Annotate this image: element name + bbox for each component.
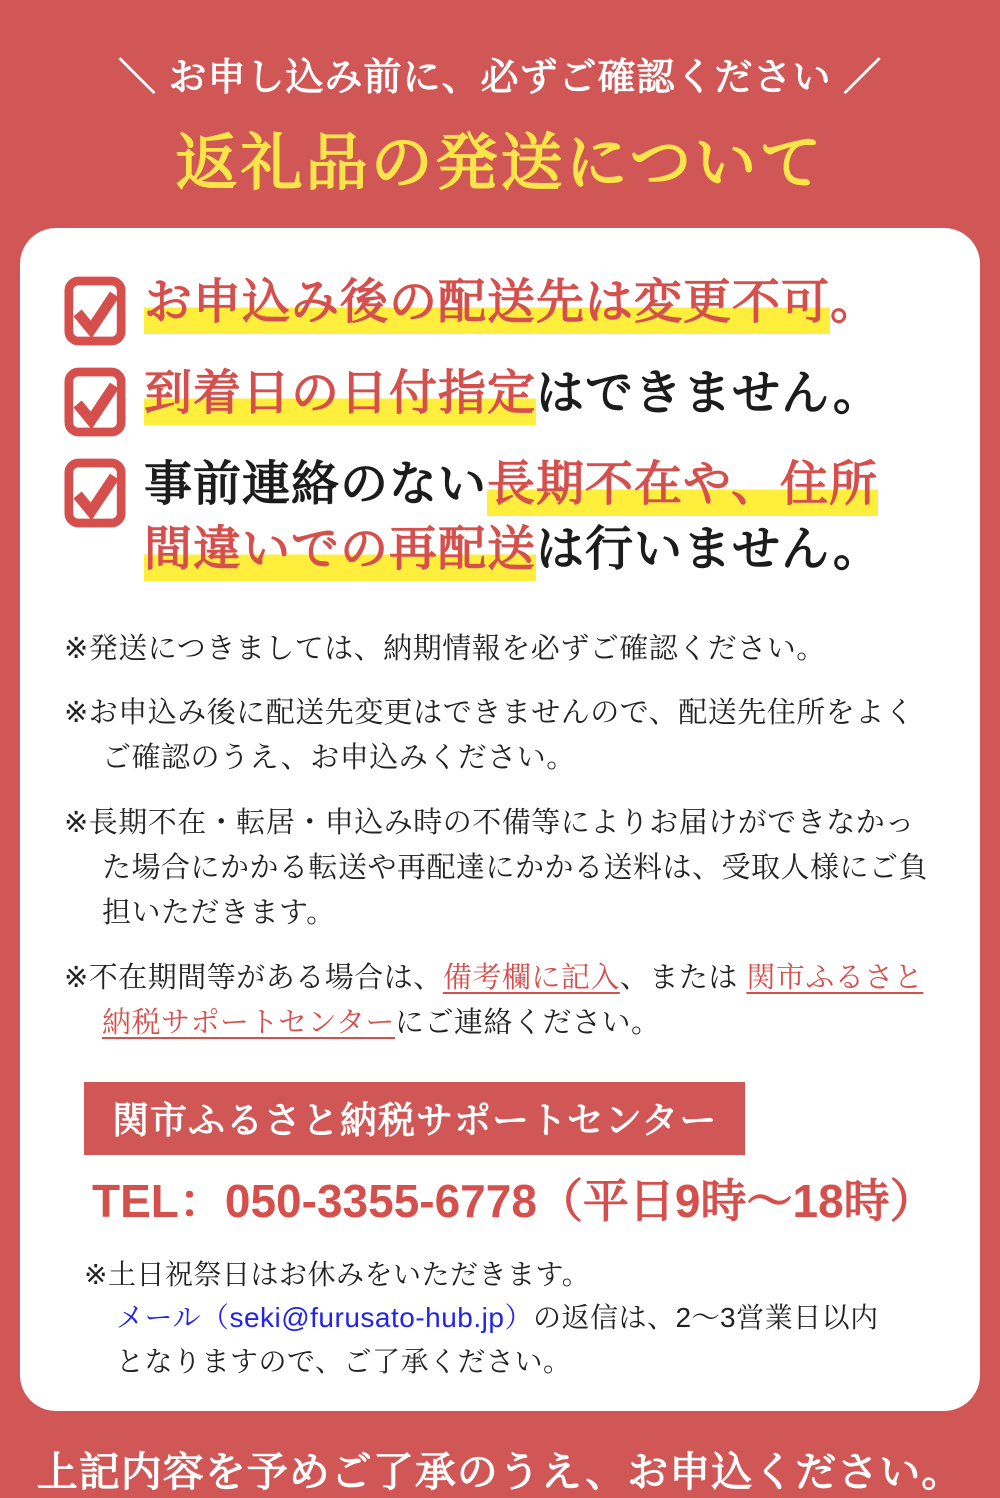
checked-checkbox-icon xyxy=(64,367,126,437)
support-center-link[interactable]: 関市ふるさと納税サポートセンター xyxy=(102,962,924,1040)
highlighted-text: お申込み後の配送先は変更不可 xyxy=(144,276,830,334)
checklist xyxy=(64,270,938,583)
support-notes xyxy=(84,1253,938,1383)
note-text: 、または xyxy=(619,962,747,995)
highlighted-text: 長期不在や、住所 xyxy=(487,458,878,516)
note-shipping-schedule: ※発送につきましては、納期情報を必ずご確認ください。 xyxy=(64,632,826,665)
page-title: 返礼品の発送について xyxy=(175,129,825,198)
check-item-text xyxy=(144,452,882,583)
plain-text: はできません。 xyxy=(536,367,882,420)
note-text: ※不在期間等がある場合は、 xyxy=(64,962,443,995)
notes-section xyxy=(64,627,938,1047)
check-item-text xyxy=(144,270,879,335)
plain-text: は行いません。 xyxy=(536,523,882,577)
mail-note-text: となりますので、ご了承ください。 xyxy=(116,1345,572,1377)
support-phone-number: TEL：050-3355-6778（平日9時～18時） xyxy=(92,1175,936,1228)
note-address-change: ※お申込み後に配送先変更はできませんので、配送先住所をよくご確認のうえ、お申込みください。 xyxy=(64,697,915,775)
pre-title: ＼ お申し込み前に、必ずご確認ください ／ xyxy=(117,57,883,99)
period: 。 xyxy=(830,276,880,329)
checked-checkbox-icon xyxy=(64,276,126,346)
list-item xyxy=(64,361,938,437)
holiday-note: ※土日祝祭日はお休みをいただきます。 xyxy=(84,1259,591,1291)
support-center-banner: 関市ふるさと納税サポートセンター xyxy=(84,1082,745,1155)
remarks-field-link[interactable]: 備考欄に記入 xyxy=(442,962,620,995)
check-item-text xyxy=(144,361,882,426)
note-text: にご連絡ください。 xyxy=(394,1007,661,1040)
highlighted-text: 到着日の日付指定 xyxy=(144,367,536,425)
highlighted-text: 間違いでの再配送 xyxy=(144,523,536,581)
email-link[interactable]: メール（seki@furusato-hub.jp） xyxy=(116,1302,533,1334)
note-absence-period xyxy=(64,956,938,1046)
mail-note-text: の返信は、2～3営業日以内 xyxy=(532,1302,879,1334)
list-item xyxy=(64,270,938,346)
note-redelivery-cost: ※長期不在・転居・申込み時の不備等によりお届けができなかった場合にかかる転送や再配達にかかる送料は、受取人様にご負担いただきます。 xyxy=(64,807,929,930)
checked-checkbox-icon xyxy=(64,458,126,528)
mail-note xyxy=(116,1296,938,1383)
list-item xyxy=(64,452,938,583)
support-section xyxy=(64,1082,938,1383)
plain-text: 事前連絡のない xyxy=(144,458,488,511)
bottom-confirmation-note: 上記内容を予めご了承のうえ、お申込ください。 xyxy=(36,1449,964,1496)
notice-card xyxy=(20,228,980,1411)
